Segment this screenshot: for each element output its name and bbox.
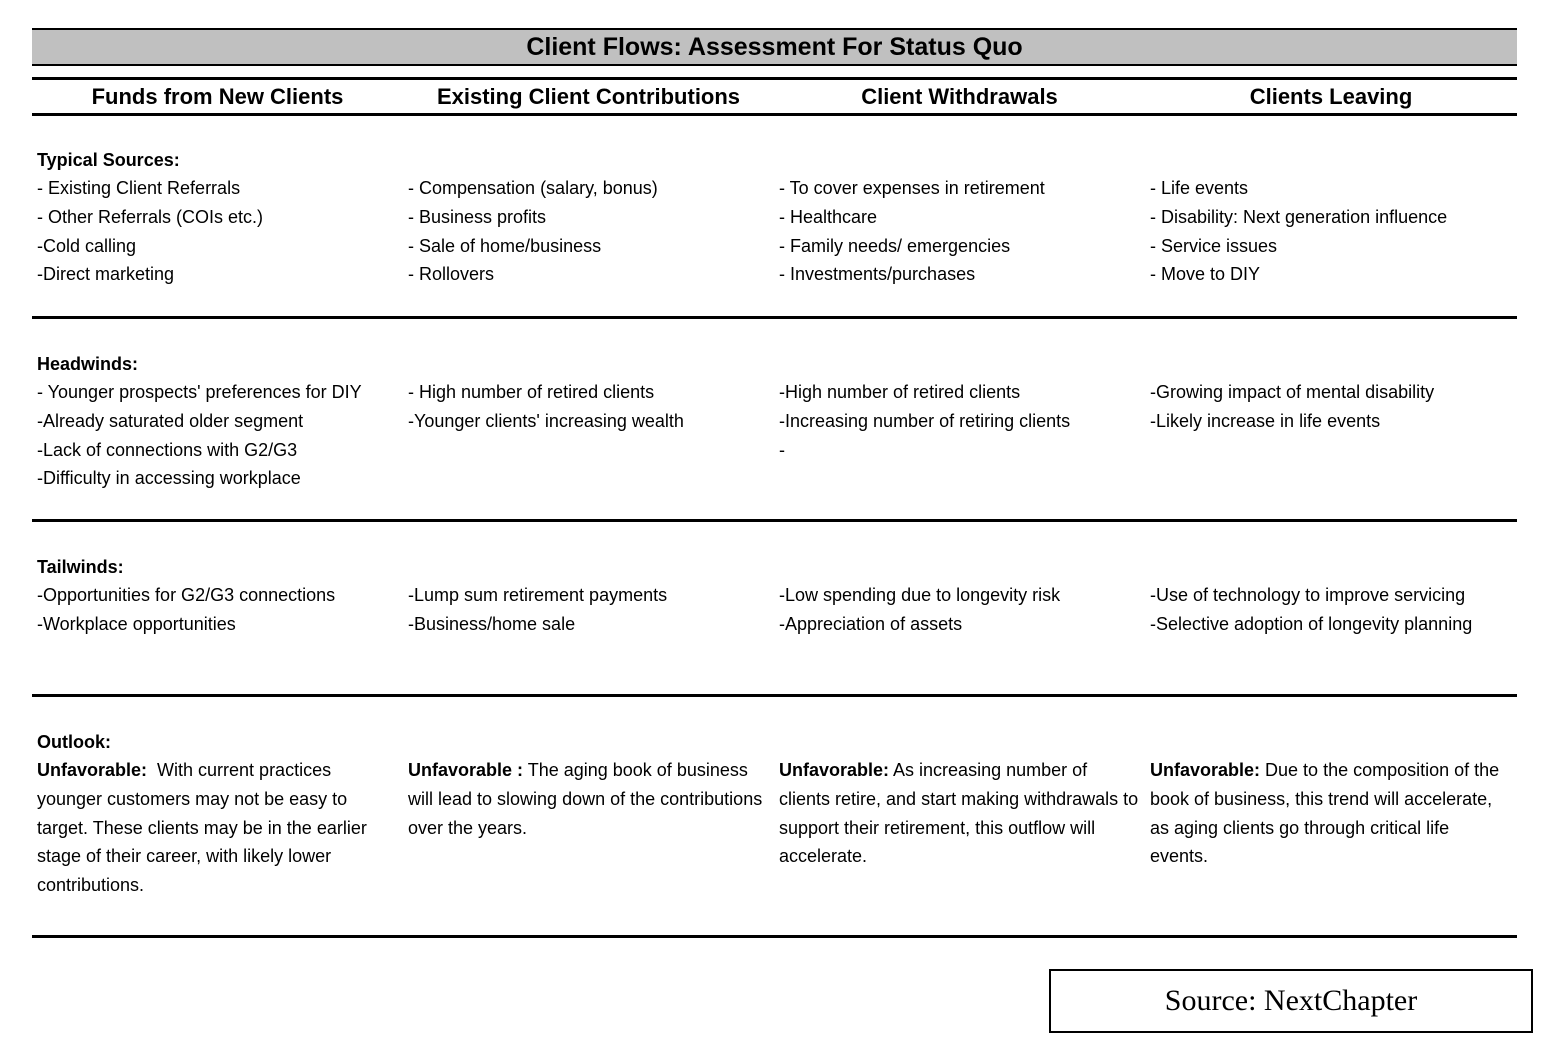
list-item: - Existing Client Referrals	[37, 178, 241, 198]
column-header-withdrawals: Client Withdrawals	[861, 84, 1058, 109]
section-typical-sources	[32, 174, 1517, 289]
cell-typical-new-clients	[32, 174, 403, 289]
cell-tailwinds-new-clients	[32, 581, 403, 639]
list-item: - Life events	[1150, 178, 1249, 198]
section-label-headwinds: Headwinds:	[37, 354, 139, 374]
list-item: -Appreciation of assets	[779, 613, 963, 634]
list-item: - Healthcare	[779, 206, 878, 227]
outlook-rating: Unfavorable :	[408, 760, 524, 780]
cell-typical-clients-leaving	[1145, 174, 1517, 289]
outlook-rating: Unfavorable:	[779, 760, 890, 780]
list-item: -Workplace opportunities	[37, 613, 236, 634]
list-item: - Compensation (salary, bonus)	[408, 178, 658, 198]
list-item: - Sale of home/business	[408, 235, 602, 256]
list-item: -Likely increase in life events	[1150, 410, 1381, 431]
list-item: - Service issues	[1150, 235, 1278, 256]
outlook-text: Due to the composition of the book of business, this trend will accelerate, as aging clients go through critical life events.	[1150, 760, 1500, 867]
list-item: -	[779, 439, 785, 460]
list-item: -Lack of connections with G2/G3	[37, 439, 298, 460]
section-label-tailwinds: Tailwinds:	[37, 557, 124, 577]
divider	[32, 519, 1517, 522]
list-item: -Selective adoption of longevity planning	[1150, 613, 1473, 634]
cell-tailwinds-clients-leaving	[1145, 581, 1517, 639]
list-item: -Difficulty in accessing workplace	[37, 468, 301, 489]
section-label-outlook: Outlook:	[37, 732, 111, 752]
section-outlook	[32, 756, 1517, 900]
cell-tailwinds-withdrawals	[774, 581, 1145, 639]
column-header-clients-leaving: Clients Leaving	[1249, 84, 1413, 109]
list-item: -Already saturated older segment	[37, 410, 304, 431]
column-headers	[32, 80, 1517, 114]
page-title: Client Flows: Assessment For Status Quo	[32, 28, 1517, 66]
cell-headwinds-withdrawals	[774, 378, 1145, 493]
column-header-new-clients: Funds from New Clients	[91, 84, 344, 109]
list-item: - Family needs/ emergencies	[779, 235, 1011, 256]
outlook-text: The aging book of business will lead to slowing down of the contributions over the years.	[408, 760, 763, 838]
cell-outlook-contributions	[403, 756, 774, 900]
cell-headwinds-new-clients	[32, 378, 403, 493]
list-item: - Other Referrals (COIs etc.)	[37, 206, 264, 227]
divider	[32, 113, 1517, 116]
section-label-typical-sources: Typical Sources:	[37, 150, 180, 170]
section-headwinds	[32, 378, 1517, 493]
list-item: -Cold calling	[37, 235, 137, 256]
section-tailwinds	[32, 581, 1517, 639]
list-item: -Increasing number of retiring clients	[779, 410, 1071, 431]
list-item: - Disability: Next generation influence	[1150, 206, 1448, 227]
cell-tailwinds-contributions	[403, 581, 774, 639]
cell-typical-withdrawals	[774, 174, 1145, 289]
outlook-rating: Unfavorable:	[1150, 760, 1261, 780]
divider	[32, 935, 1517, 938]
list-item: - To cover expenses in retirement	[779, 178, 1045, 198]
list-item: -High number of retired clients	[779, 382, 1021, 402]
list-item: -Low spending due to longevity risk	[779, 585, 1061, 605]
list-item: - Investments/purchases	[779, 264, 976, 285]
outlook-text: As increasing number of clients retire, and start making withdrawals to support their retirement, this outflow will accelerate.	[779, 760, 1139, 867]
cell-headwinds-contributions	[403, 378, 774, 493]
cell-outlook-withdrawals	[774, 756, 1145, 900]
cell-typical-contributions	[403, 174, 774, 289]
list-item: -Growing impact of mental disability	[1150, 382, 1435, 402]
list-item: -Lump sum retirement payments	[408, 585, 668, 605]
cell-outlook-clients-leaving	[1145, 756, 1517, 900]
divider	[32, 316, 1517, 319]
list-item: - Rollovers	[408, 264, 495, 285]
cell-headwinds-clients-leaving	[1145, 378, 1517, 493]
outlook-rating: Unfavorable:	[37, 760, 148, 780]
list-item: -Opportunities for G2/G3 connections	[37, 585, 336, 605]
list-item: - Move to DIY	[1150, 264, 1261, 285]
cell-outlook-new-clients	[32, 756, 403, 900]
divider	[32, 694, 1517, 697]
list-item: - High number of retired clients	[408, 382, 655, 402]
source-citation: Source: NextChapter	[1049, 969, 1533, 1033]
list-item: -Direct marketing	[37, 264, 175, 285]
list-item: -Use of technology to improve servicing	[1150, 585, 1466, 605]
list-item: - Younger prospects' preferences for DIY	[37, 382, 362, 402]
column-header-contributions: Existing Client Contributions	[436, 84, 741, 109]
list-item: -Business/home sale	[408, 613, 576, 634]
list-item: -Younger clients' increasing wealth	[408, 410, 684, 431]
list-item: - Business profits	[408, 206, 547, 227]
outlook-text: With current practices younger customers may not be easy to target. These clients may be in the earlier stage of their career, with likely lower contributions.	[37, 760, 372, 896]
